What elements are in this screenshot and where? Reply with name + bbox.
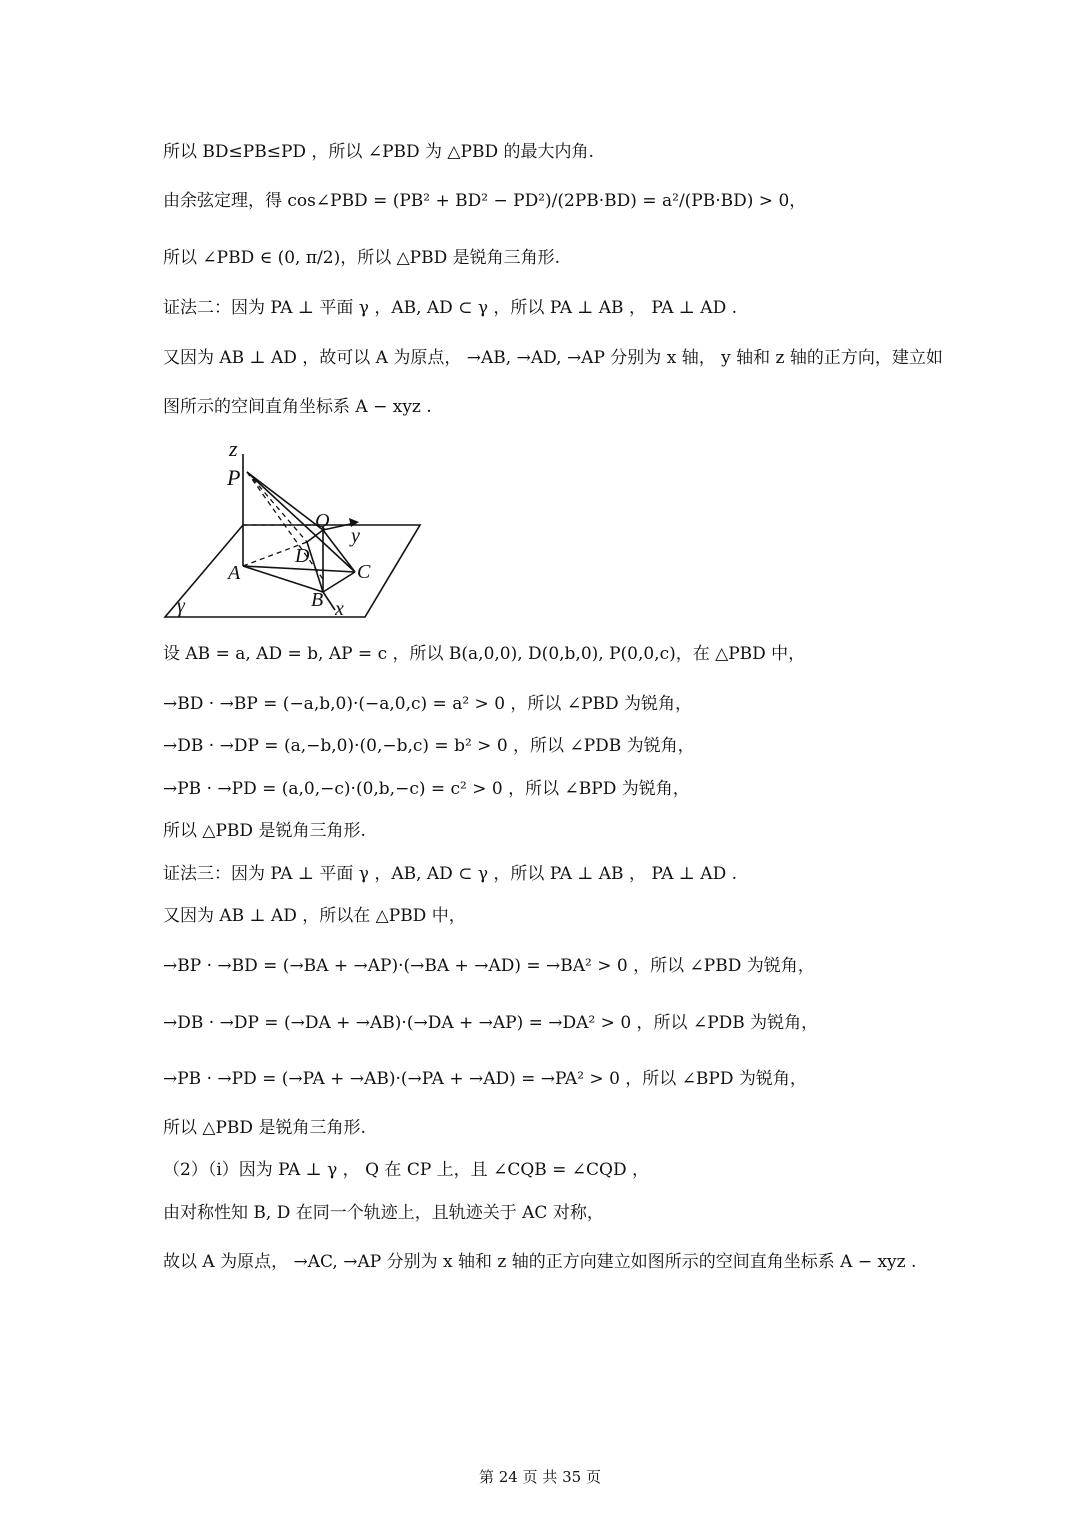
text-line-7: 设 AB = a, AD = b, AP = c ，所以 B(a,0,0), D(0,b,0), P(0,0,c)，在 △PBD 中， (163, 644, 806, 664)
text-line-3: 所以 ∠PBD ∈ (0, π/2)，所以 △PBD 是锐角三角形. (163, 248, 561, 268)
coordinate-figure (155, 432, 435, 627)
label-x: x (335, 598, 344, 620)
text-line-6: 图所示的空间直角坐标系 A − xyz . (163, 397, 432, 417)
label-Q: Q (315, 510, 330, 532)
text-line-18: （2）（i）因为 PA ⊥ γ ， Q 在 CP 上，且 ∠CQB = ∠CQD ， (163, 1160, 650, 1180)
text-line-10: →PB · →PD = (a,0,−c)·(0,b,−c) = c² > 0 ，所以 ∠BPD 为锐角， (163, 779, 690, 799)
text-line-15: →DB · →DP = (→DA + →AB)·(→DA + →AP) = →DA² > 0 ，所以 ∠PDB 为锐角， (163, 1013, 819, 1033)
page-footer: 第 24 页 共 35 页 (478, 1468, 601, 1486)
text-line-14: →BP · →BD = (→BA + →AP)·(→BA + →AD) = →BA² > 0 ，所以 ∠PBD 为锐角， (163, 956, 815, 976)
text-line-2: 由余弦定理，得 cos∠PBD = (PB² + BD² − PD²)/(2PB·BD) = a²/(PB·BD) > 0， (163, 191, 807, 211)
text-line-8: →BD · →BP = (−a,b,0)·(−a,0,c) = a² > 0 ，所以 ∠PBD 为锐角， (163, 694, 693, 714)
text-line-1: 所以 BD≤PB≤PD ，所以 ∠PBD 为 △PBD 的最大内角. (163, 142, 594, 162)
text-line-17: 所以 △PBD 是锐角三角形. (163, 1118, 366, 1138)
dashed-line-PD (247, 472, 307, 542)
text-line-4: 证法二：因为 PA ⊥ 平面 γ ，AB, AD ⊂ γ ，所以 PA ⊥ AB ， PA ⊥ AD . (163, 298, 738, 318)
text-line-5: 又因为 AB ⊥ AD ，故可以 A 为原点， →AB, →AD, →AP 分别为 x 轴， y 轴和 z 轴的正方向，建立如 (163, 348, 943, 368)
text-line-19: 由对称性知 B, D 在同一个轨迹上，且轨迹关于 AC 对称， (163, 1203, 604, 1223)
dashed-line-PB (247, 472, 325, 582)
text-line-20: 故以 A 为原点， →AC, →AP 分别为 x 轴和 z 轴的正方向建立如图所示的空间直角坐标系 A − xyz . (163, 1252, 917, 1272)
text-line-16: →PB · →PD = (→PA + →AB)·(→PA + →AD) = →PA² > 0 ，所以 ∠BPD 为锐角， (163, 1069, 807, 1089)
x-axis (323, 592, 335, 610)
label-y: y (351, 525, 360, 547)
label-C: C (357, 561, 371, 583)
label-D: D (295, 545, 310, 567)
text-line-9: →DB · →DP = (a,−b,0)·(0,−b,c) = b² > 0 ，所以 ∠PDB 为锐角， (163, 736, 695, 756)
edge-BC (323, 572, 355, 592)
label-A: A (228, 562, 241, 584)
edge-PQ (247, 472, 323, 530)
plane-gamma (165, 525, 420, 617)
label-gamma: γ (177, 595, 185, 617)
text-line-11: 所以 △PBD 是锐角三角形. (163, 821, 366, 841)
text-line-13: 又因为 AB ⊥ AD ，所以在 △PBD 中， (163, 906, 466, 926)
label-P: P (227, 465, 241, 490)
label-B: B (311, 589, 324, 611)
text-line-12: 证法三：因为 PA ⊥ 平面 γ ，AB, AD ⊂ γ ，所以 PA ⊥ AB ， PA ⊥ AD . (163, 864, 738, 884)
label-z: z (229, 436, 238, 461)
